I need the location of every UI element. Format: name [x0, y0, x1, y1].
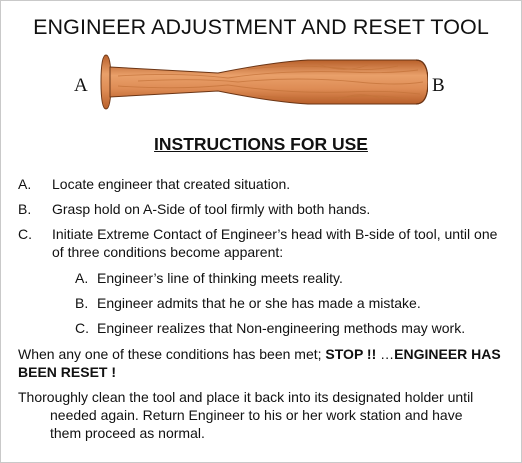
- stop-text: STOP !!: [325, 346, 377, 362]
- closing-line-2: needed again. Return Engineer to his or her work station and have: [50, 407, 463, 423]
- baseball-bat-illustration: [98, 52, 428, 112]
- step-text: Grasp hold on A-Side of tool firmly with both hands.: [52, 201, 371, 217]
- closing-line-1: Thoroughly clean the tool and place it back into its designated holder until: [18, 389, 474, 405]
- ellipsis-text: …: [376, 346, 395, 362]
- condition-text: Engineer’s line of thinking meets reality.: [97, 270, 343, 286]
- engineer-reset-text-1: ENGINEER HAS: [394, 346, 501, 362]
- engineer-reset-text-2: BEEN RESET !: [18, 364, 117, 380]
- step-text: Initiate Extreme Contact of Engineer’s head with B-side of tool, until one: [52, 226, 498, 242]
- side-b-label: B: [432, 75, 445, 96]
- side-a-label: A: [74, 75, 88, 96]
- reset-paragraph-continued: [18, 364, 116, 381]
- step-marker: C.: [18, 226, 32, 242]
- reset-paragraph: [18, 346, 501, 363]
- step-marker: B.: [18, 201, 32, 217]
- step-text: Locate engineer that created situation.: [52, 176, 291, 192]
- step-text: of three conditions become apparent:: [52, 244, 284, 260]
- instructions-heading: INSTRUCTIONS FOR USE: [154, 134, 368, 154]
- condition-marker: C.: [75, 320, 89, 336]
- reset-lead-text: When any one of these conditions has been met;: [18, 346, 326, 362]
- bat-body: [110, 60, 428, 104]
- condition-marker: A.: [75, 270, 89, 286]
- closing-line-3: them proceed as normal.: [50, 425, 205, 441]
- condition-text: Engineer realizes that Non-engineering methods may work.: [97, 320, 466, 336]
- page-title: ENGINEER ADJUSTMENT AND RESET TOOL: [33, 15, 489, 39]
- condition-marker: B.: [75, 295, 89, 311]
- step-marker: A.: [18, 176, 32, 192]
- condition-text: Engineer admits that he or she has made a mistake.: [97, 295, 421, 311]
